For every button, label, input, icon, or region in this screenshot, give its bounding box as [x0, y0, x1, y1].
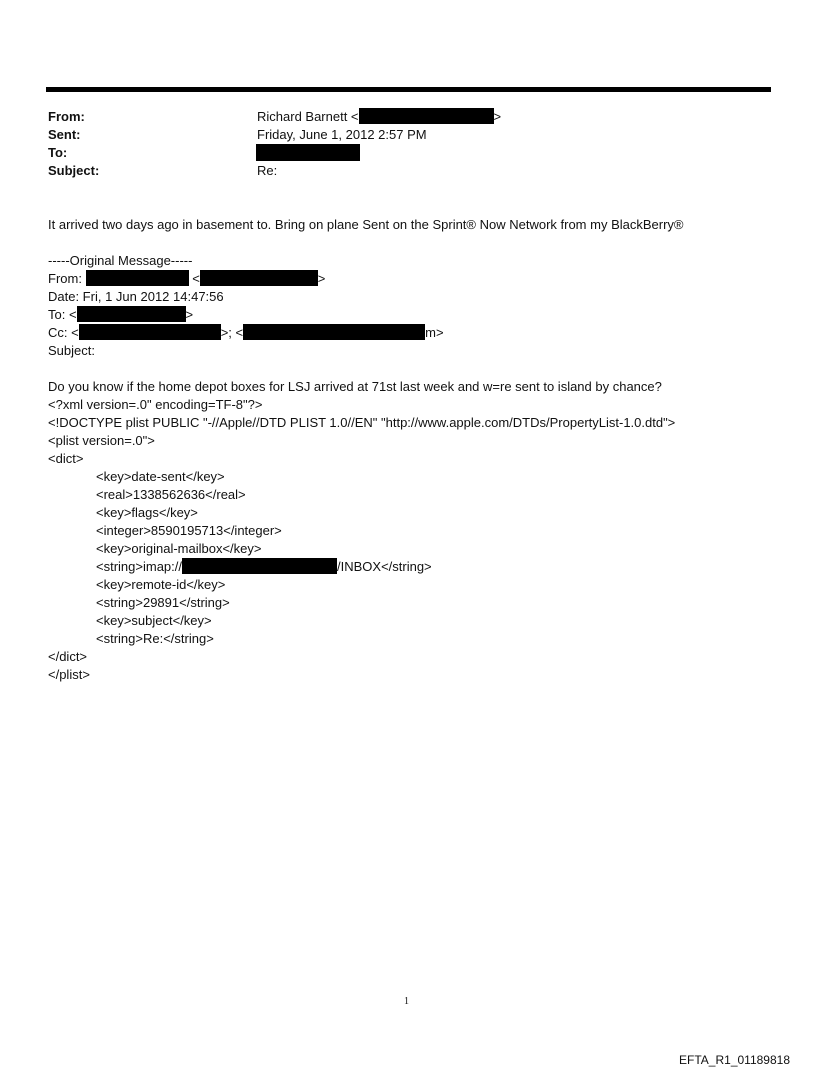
sent-label: Sent: [48, 127, 81, 142]
dict-line: <key>remote-id</key> [96, 577, 226, 592]
dict-line: <string>Re:</string> [96, 631, 214, 646]
close-line: </dict> [48, 649, 88, 664]
dict-line: <key>flags</key> [96, 505, 198, 520]
xml-line: <!DOCTYPE plist PUBLIC "-//Apple//DTD PLIST 1.0//EN" "http://www.apple.com/DTDs/PropertyList-1.0.dtd"> [48, 415, 676, 430]
bates-number: EFTA_R1_01189818 [679, 1053, 790, 1067]
orig-cc-end: m> [425, 325, 444, 340]
reply-text: It arrived two days ago in basement to. Bring on plane Sent on the Sprint® Now Network from my BlackBerry® [48, 217, 684, 232]
orig-cc-label: Cc: < [48, 325, 79, 340]
redaction-box [86, 270, 189, 286]
orig-date: Date: Fri, 1 Jun 2012 14:47:56 [48, 289, 224, 304]
dict-line: <key>subject</key> [96, 613, 212, 628]
from-value [257, 108, 501, 126]
close-line: </plist> [48, 667, 90, 682]
redaction-box [182, 558, 337, 574]
dict-line-imap [96, 558, 432, 576]
dict-line: <string>29891</string> [96, 595, 230, 610]
orig-to-end: > [185, 307, 194, 322]
imap-suffix: /INBOX</string> [337, 559, 432, 574]
subject-value: Re: [257, 163, 278, 178]
orig-cc-line [48, 324, 444, 342]
dict-line: <key>date-sent</key> [96, 469, 225, 484]
redaction-box [200, 270, 318, 286]
question-text: Do you know if the home depot boxes for LSJ arrived at 71st last week and w=re sent to island by chance? [48, 379, 662, 394]
orig-cc-mid: >; < [220, 325, 244, 340]
orig-subject: Subject: [48, 343, 95, 358]
xml-line: <plist version=.0"> [48, 433, 155, 448]
page-number: 1 [404, 996, 409, 1007]
imap-prefix: <string>imap:// [96, 559, 182, 574]
xml-line: <?xml version=.0" encoding=TF-8"?> [48, 397, 263, 412]
redaction-box [79, 324, 221, 340]
orig-to-label: To: < [48, 307, 77, 322]
dict-line: <integer>8590195713</integer> [96, 523, 282, 538]
sent-value: Friday, June 1, 2012 2:57 PM [257, 127, 427, 142]
to-redaction [256, 144, 360, 161]
dict-line: <key>original-mailbox</key> [96, 541, 262, 556]
header-rule [46, 87, 771, 92]
redaction-box [359, 108, 494, 124]
subject-label: Subject: [48, 163, 100, 178]
redaction-box [77, 306, 186, 322]
redaction-box [243, 324, 425, 340]
orig-from-gt: > [317, 271, 326, 286]
from-label: From: [48, 109, 85, 124]
from-name: Richard Barnett < [257, 109, 359, 124]
orig-from-label: From: [48, 271, 82, 286]
original-message-marker: -----Original Message----- [48, 253, 193, 268]
xml-line: <dict> [48, 451, 84, 466]
dict-line: <real>1338562636</real> [96, 487, 246, 502]
orig-from-line [48, 270, 325, 288]
orig-to-line [48, 306, 193, 324]
from-close: > [493, 109, 502, 124]
orig-from-lt: < [192, 271, 200, 286]
to-label: To: [48, 145, 68, 160]
